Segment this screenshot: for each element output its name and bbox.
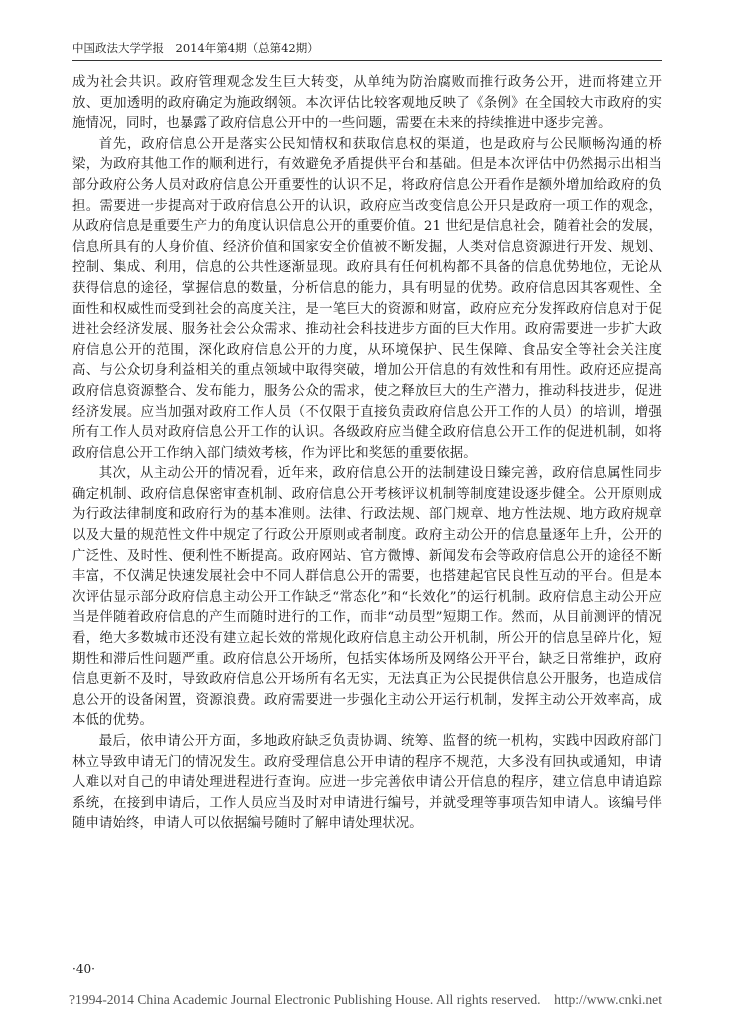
article-body: [72, 73, 662, 835]
paragraph-second: 其次，从主动公开的情况看，近年来，政府信息公开的法制建设日臻完善，政府信息属性同步确定机制、政府信息保密审查机制、政府信息公开考核评议机制等制度建设逐步健全。公开原则成为行政法律制度和政府行为的基本准则。法律、行政法规、部门规章、地方性法规、地方政府规章以及大量的规范性文件中规定了行政公开原则或者制度。政府主动公开的信息量逐年上升，公开的广泛性、及时性、便利性不断提高。政府网站、官方微博、新闻发布会等政府信息公开的途径不断丰富，不仅满足快速发展社会中不同人群信息公开的需要，也搭建起官民良性互动的平台。但是本次评估显示部分政府信息主动公开工作缺乏“常态化”和“长效化”的运行机制。政府信息主动公开应当是伴随着政府信息的产生而随时进行的工作，而非“动员型”短期工作。然而，从目前测评的情况看，绝大多数城市还没有建立起长效的常规化政府信息主动公开机制，所公开的信息呈碎片化，短期性和滞后性问题严重。政府信息公开场所，包括实体场所及网络公开平台，缺乏日常维护，政府信息更新不及时，导致政府信息公开场所有名无实，无法真正为公民提供信息公开服务，也造成信息公开的设备闲置，资源浪费。政府需要进一步强化主动公开运行机制，发挥主动公开效率高，成本低的优势。: [72, 466, 662, 729]
page-number: ·40·: [72, 962, 95, 976]
paragraph-last: 最后，依申请公开方面，多地政府缺乏负责协调、统筹、监督的统一机构，实践中因政府部门林立导致申请无门的情况发生。政府受理信息公开申请的程序不规范，大多没有回执或通知，申请人难以对自己的申请处理进程进行查询。应进一步完善依申请公开信息的程序，建立信息申请追踪系统，在接到申请后，工作人员应当及时对申请进行编号，并就受理等事项告知申请人。该编号伴随申请始终，申请人可以依据编号随时了解申请处理状况。: [72, 734, 662, 832]
paragraph-first: 首先，政府信息公开是落实公民知情权和获取信息权的渠道，也是政府与公民顺畅沟通的桥梁，为政府其他工作的顺利进行，有效避免矛盾提供平台和基础。但是本次评估中仍然揭示出相当部分政府公务人员对政府信息公开重要性的认识不足，将政府信息公开看作是额外增加给政府的负担。需要进一步提高对于政府信息公开的认识，政府应当改变信息公开只是政府一项工作的观念，从政府信息是重要生产力的角度认识信息公开的重要价值。21 世纪是信息社会，随着社会的发展，信息所具有的人身价值、经济价值和国家安全价值被不断发掘，人类对信息资源进行开发、规划、控制、集成、利用，信息的公共性逐渐显现。政府具有任何机构都不具备的信息优势地位，无论从获得信息的途径，掌握信息的数量，分析信息的能力，具有明显的优势。政府信息因其客观性、全面性和权威性而受到社会的高度关注，是一笔巨大的资源和财富，政府应充分发挥政府信息对于促进社会经济发展、服务社会公众需求、推动社会科技进步方面的巨大作用。政府需要进一步扩大政府信息公开的范围，深化政府信息公开的力度，从环境保护、民生保障、食品安全等社会关注度高、与公众切身利益相关的重点领域中取得突破，增加公开信息的有效性和有用性。政府还应提高政府信息资源整合、发布能力，服务公众的需求，使之释放巨大的生产潜力，推动科技进步，促进经济发展。应当加强对政府工作人员（不仅限于直接负责政府信息公开工作的人员）的培训，增强所有工作人员对政府信息公开工作的认识。各级政府应当健全政府信息公开工作的促进机制，如将政府信息公开工作纳入部门绩效考核，作为评比和奖惩的重要依据。: [72, 136, 662, 461]
paragraph-continuation: 成为社会共识。政府管理观念发生巨大转变，从单纯为防治腐败而推行政务公开，进而将建立开放、更加透明的政府确定为施政纲领。本次评估比较客观地反映了《条例》在全国较大市政府的实施情况，同时，也暴露了政府信息公开中的一些问题，需要在未来的持续推进中逐步完善。: [72, 75, 662, 132]
copyright-footer: ?1994-2014 China Academic Journal Electronic Publishing House. All rights reserved. http://www.cnki.net: [69, 992, 662, 1007]
header-divider: [72, 60, 662, 61]
running-header: 中国政法大学学报 2014年第4期（总第42期）: [72, 41, 319, 55]
